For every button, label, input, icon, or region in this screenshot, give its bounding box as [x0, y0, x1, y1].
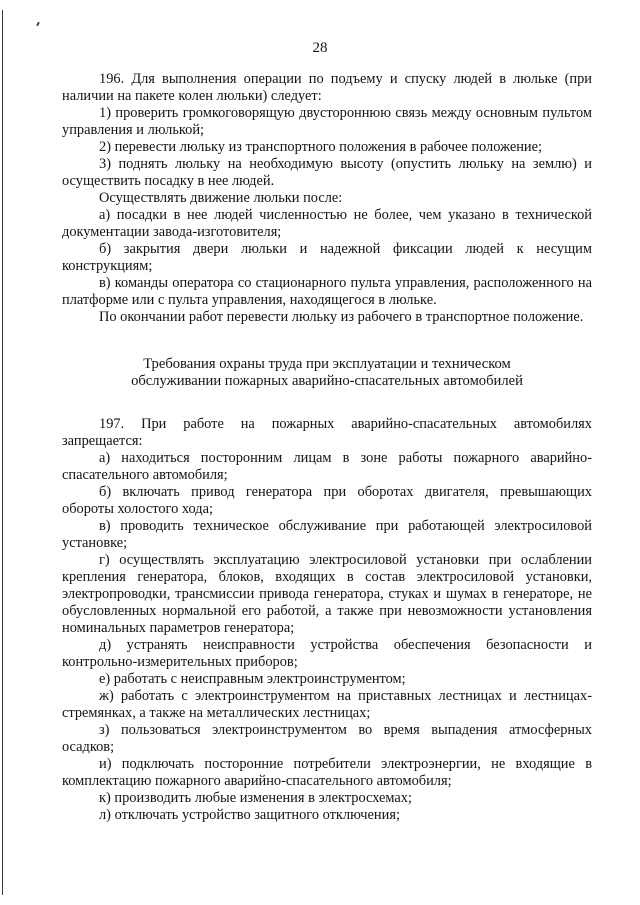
paragraph-197-item-g: г) осуществлять эксплуатацию электросиловой установки при ослаблении крепления генератора, блоков, входящих в состав электросиловой установки, электропроводки, трансмиссии привода генератора, стуках и шумах в генераторе, не обусловленных нормальной его работой, а также при невозможности установления номинальных параметров генератора; [62, 552, 592, 636]
paragraph-197-item-z: з) пользоваться электроинструментом во время выпадения атмосферных осадков; [62, 722, 592, 755]
paragraph-197-intro: 197. При работе на пожарных аварийно-спасательных автомобилях запрещается: [62, 416, 592, 449]
paragraph-197-item-l: л) отключать устройство защитного отключения; [99, 807, 400, 823]
paragraph-end-of-work: По окончании работ перевести люльку из рабочего в транспортное положение. [99, 309, 584, 325]
page-number: 28 [312, 40, 328, 56]
section-heading-line-2: обслуживании пожарных аварийно-спасательных автомобилей [131, 373, 523, 389]
document-body [62, 71, 592, 824]
paragraph-197-item-i: и) подключать посторонние потребители электроэнергии, не входящие в комплектацию пожарного аварийно-спасательного автомобиля; [62, 756, 592, 789]
scan-edge-line [2, 10, 3, 895]
paragraph-196-intro: 196. Для выполнения операции по подъему и спуску людей в люльке (при наличии на пакете колен люльки) следует: [62, 71, 592, 104]
paragraph-197-item-e: е) работать с неисправным электроинструментом; [99, 671, 406, 687]
paragraph-movement-conditions: Осуществлять движение люльки после: [99, 190, 343, 206]
paragraph-condition-b: б) закрытия двери люльки и надежной фиксации людей к несущим конструкциям; [62, 241, 592, 274]
paragraph-197-item-b: б) включать привод генератора при оборотах двигателя, превышающих обороты холостого хода; [62, 484, 592, 517]
paragraph-197-item-zh: ж) работать с электроинструментом на приставных лестницах и лестницах-стремянках, а также на металлических лестницах; [62, 688, 592, 721]
paragraph-196-item-1: 1) проверить громкоговорящую двустороннюю связь между основным пультом управления и люлькой; [62, 105, 592, 138]
scan-mark [36, 22, 40, 26]
paragraph-197-item-d: д) устранять неисправности устройства обеспечения безопасности и контрольно-измерительных приборов; [62, 637, 592, 670]
paragraph-197-item-k: к) производить любые изменения в электросхемах; [99, 790, 413, 806]
paragraph-197-item-a: а) находиться посторонним лицам в зоне работы пожарного аварийно-спасательного автомобиля; [62, 450, 592, 483]
paragraph-condition-a: а) посадки в нее людей численностью не более, чем указано в технической документации завода-изготовителя; [62, 207, 592, 240]
paragraph-condition-v: в) команды оператора со стационарного пульта управления, расположенного на платформе или с пульта управления, находящегося в люльке. [62, 275, 592, 308]
paragraph-197-item-v: в) проводить техническое обслуживание при работающей электросиловой установке; [62, 518, 592, 551]
paragraph-196-item-2: 2) перевести люльку из транспортного положения в рабочее положение; [99, 139, 542, 155]
section-heading [62, 356, 592, 390]
paragraph-196-item-3: 3) поднять люльку на необходимую высоту (опустить люльку на землю) и осуществить посадку в нее людей. [62, 156, 592, 189]
section-heading-line-1: Требования охраны труда при эксплуатации и техническом [143, 356, 511, 372]
